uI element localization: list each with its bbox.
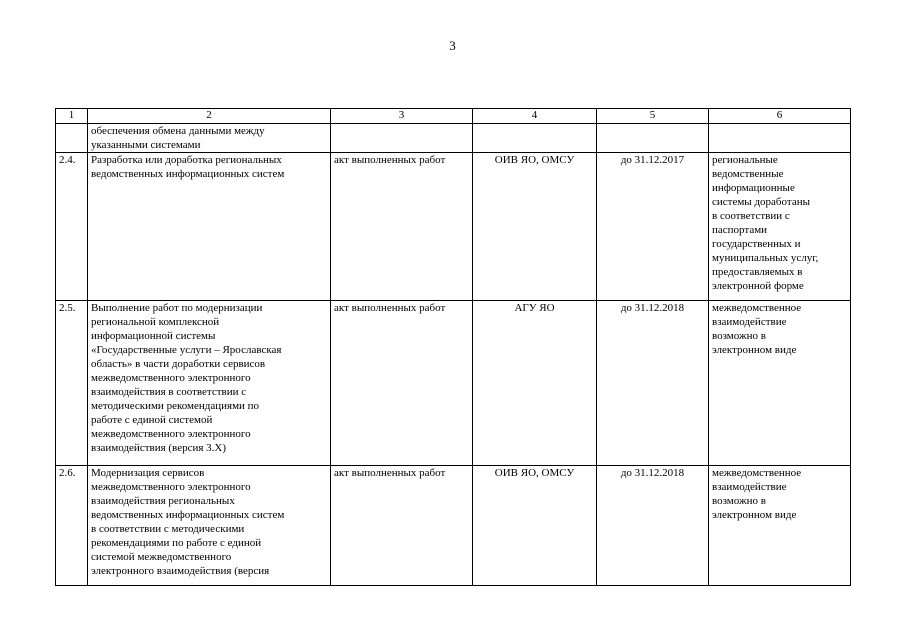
expected-result-line: возможно в (712, 330, 766, 342)
event-description-line: информационной системы (91, 330, 216, 342)
expected-result-line: в соответствии с (712, 210, 790, 222)
table-row (56, 153, 851, 301)
deadline: до 31.12.2017 (597, 153, 709, 301)
header-col-5: 5 (597, 109, 709, 124)
page-number: 3 (449, 38, 456, 53)
row-number: 2.5. (56, 301, 88, 466)
event-description-line: ведомственных информационных систем (91, 509, 285, 521)
executor (473, 124, 597, 153)
event-description-line: межведомственного электронного (91, 372, 251, 384)
event-description-line: «Государственные услуги – Ярославская (91, 344, 282, 356)
expected-result-line: электронной форме (712, 280, 804, 292)
event-description (88, 466, 331, 586)
deadline: до 31.12.2018 (597, 466, 709, 586)
result-document: акт выполненных работ (331, 466, 473, 586)
row-number: 2.6. (56, 466, 88, 586)
deadline: до 31.12.2018 (597, 301, 709, 466)
event-description-line: взаимодействия региональных (91, 495, 235, 507)
expected-result-line: взаимодействие (712, 481, 787, 493)
event-description-line: системой межведомственного (91, 551, 232, 563)
expected-result (709, 466, 851, 586)
plan-table (55, 108, 851, 586)
event-description-line: межведомственного электронного (91, 481, 251, 493)
result-document: акт выполненных работ (331, 153, 473, 301)
row-number: 2.4. (56, 153, 88, 301)
table-header (56, 109, 851, 124)
expected-result-line: взаимодействие (712, 316, 787, 328)
table-body (56, 124, 851, 586)
event-description-line: электронного взаимодействия (версия (91, 565, 270, 577)
expected-result-line: паспортами (712, 224, 768, 236)
event-description (88, 153, 331, 301)
expected-result-line: межведомственное (712, 302, 802, 314)
expected-result-line: муниципальных услуг, (712, 252, 819, 264)
event-description (88, 301, 331, 466)
event-description-line: взаимодействия в соответствии с (91, 386, 247, 398)
event-description-line: указанными системами (91, 139, 201, 151)
header-row (56, 109, 851, 124)
executor: ОИВ ЯО, ОМСУ (473, 466, 597, 586)
header-col-2: 2 (88, 109, 331, 124)
expected-result (709, 124, 851, 153)
event-description-line: работе с единой системой (91, 414, 213, 426)
expected-result-line: предоставляемых в (712, 266, 803, 278)
event-description-line: региональной комплексной (91, 316, 220, 328)
executor: ОИВ ЯО, ОМСУ (473, 153, 597, 301)
event-description-line: Модернизация сервисов (91, 467, 205, 479)
header-col-3: 3 (331, 109, 473, 124)
expected-result-line: системы доработаны (712, 196, 810, 208)
event-description-line: Разработка или доработка региональных (91, 154, 282, 166)
result-document: акт выполненных работ (331, 301, 473, 466)
expected-result (709, 153, 851, 301)
header-col-4: 4 (473, 109, 597, 124)
event-description-line: Выполнение работ по модернизации (91, 302, 263, 314)
header-col-1: 1 (56, 109, 88, 124)
event-description-line: взаимодействия (версия 3.Х) (91, 442, 227, 454)
table-row (56, 124, 851, 153)
expected-result-line: региональные (712, 154, 778, 166)
expected-result (709, 301, 851, 466)
expected-result-line: информационные (712, 182, 795, 194)
event-description-line: межведомственного электронного (91, 428, 251, 440)
event-description-line: область» в части доработки сервисов (91, 358, 266, 370)
event-description (88, 124, 331, 153)
event-description-line: обеспечения обмена данными между (91, 125, 265, 137)
expected-result-line: возможно в (712, 495, 766, 507)
expected-result-line: ведомственные (712, 168, 784, 180)
table-row (56, 301, 851, 466)
header-col-6: 6 (709, 109, 851, 124)
deadline (597, 124, 709, 153)
expected-result-line: электронном виде (712, 344, 797, 356)
expected-result-line: межведомственное (712, 467, 802, 479)
event-description-line: ведомственных информационных систем (91, 168, 285, 180)
table-row (56, 466, 851, 586)
executor: АГУ ЯО (473, 301, 597, 466)
row-number (56, 124, 88, 153)
event-description-line: в соответствии с методическими (91, 523, 245, 535)
expected-result-line: электронном виде (712, 509, 797, 521)
event-description-line: рекомендациями по работе с единой (91, 537, 262, 549)
event-description-line: методическими рекомендациями по (91, 400, 260, 412)
result-document (331, 124, 473, 153)
expected-result-line: государственных и (712, 238, 801, 250)
